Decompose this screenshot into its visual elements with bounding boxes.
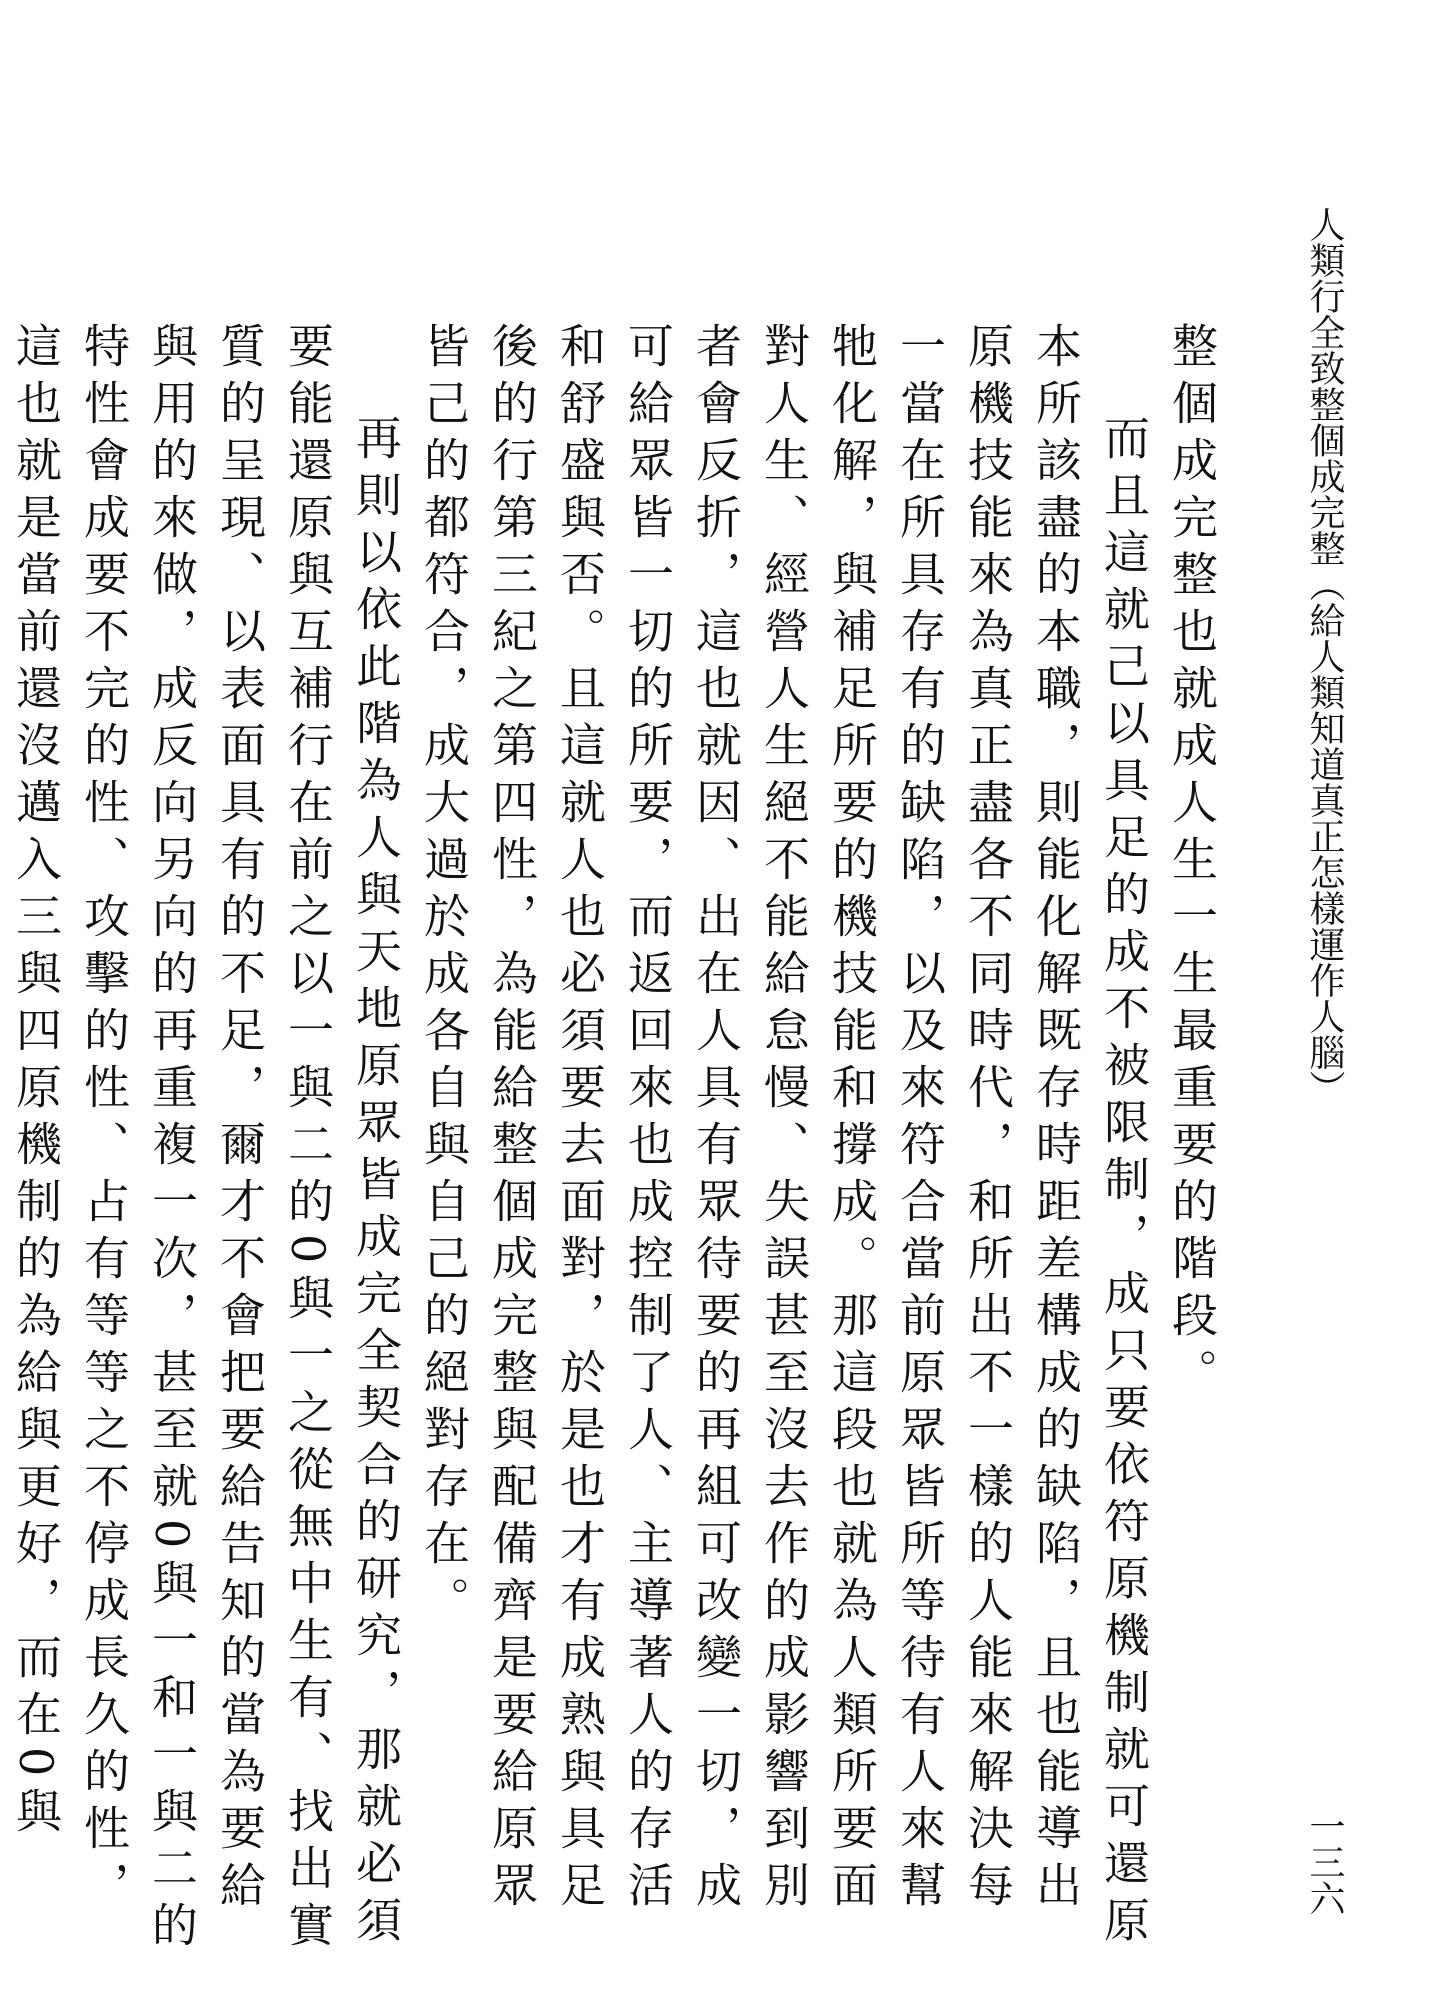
page-number: 一三六 [1304, 1808, 1345, 1916]
running-header: 人類行全致整個成完整（給人類知道真正怎樣運作人腦） [1304, 206, 1345, 1106]
page-body [2, 322, 1226, 1972]
paragraph: 而且這就己以具足的成不被限制，成只要依符原機制就可還原本所該盡的本職，則能化解既存時距差構成的缺陷，且也能導出原機技能來為真正盡各不同時代，和所出不一樣的人能來解決每一當在所具存有的缺陷，以及來符合當前原眾皆所等待有人來幫牠化解，與補足所要的機技能和撐成。那這段也就為人類所要面對人生、經營人生絕不能給怠慢、失誤甚至沒去作的成影響到別者會反折，這也就因、出在人具有眾待要的再組可改變一切，成可給眾皆一切的所要，而返回來也成控制了人、主導著人的存活和舒盛與否。且這就人也必須要去面對，於是也才有成熟與具足後的行第三紀之第四性，為能給整個成完整與配備齊是要給原眾皆己的都符合，成大過於成各自與自己的絕對存在。 [417, 322, 1151, 1953]
paragraph: 整個成完整也就成人生一生最重要的階段。 [1165, 322, 1219, 1405]
paragraph: 再則以依此階為人與天地原眾皆成完全契合的研究，那就必須要能還原與互補行在前之以一與二的0與一之從無中生有、找出實質的呈現、以表面具有的不足，爾才不會把要給告知的當為要給與用的來做，成反向另向的再重複一次，甚至就0與一和一與二的特性會成要不完的性、攻擊的性、占有等等之不停成長久的性，這也就是當前還沒邁入三與四原機制的為給與更好，而在0與 [9, 322, 403, 1959]
